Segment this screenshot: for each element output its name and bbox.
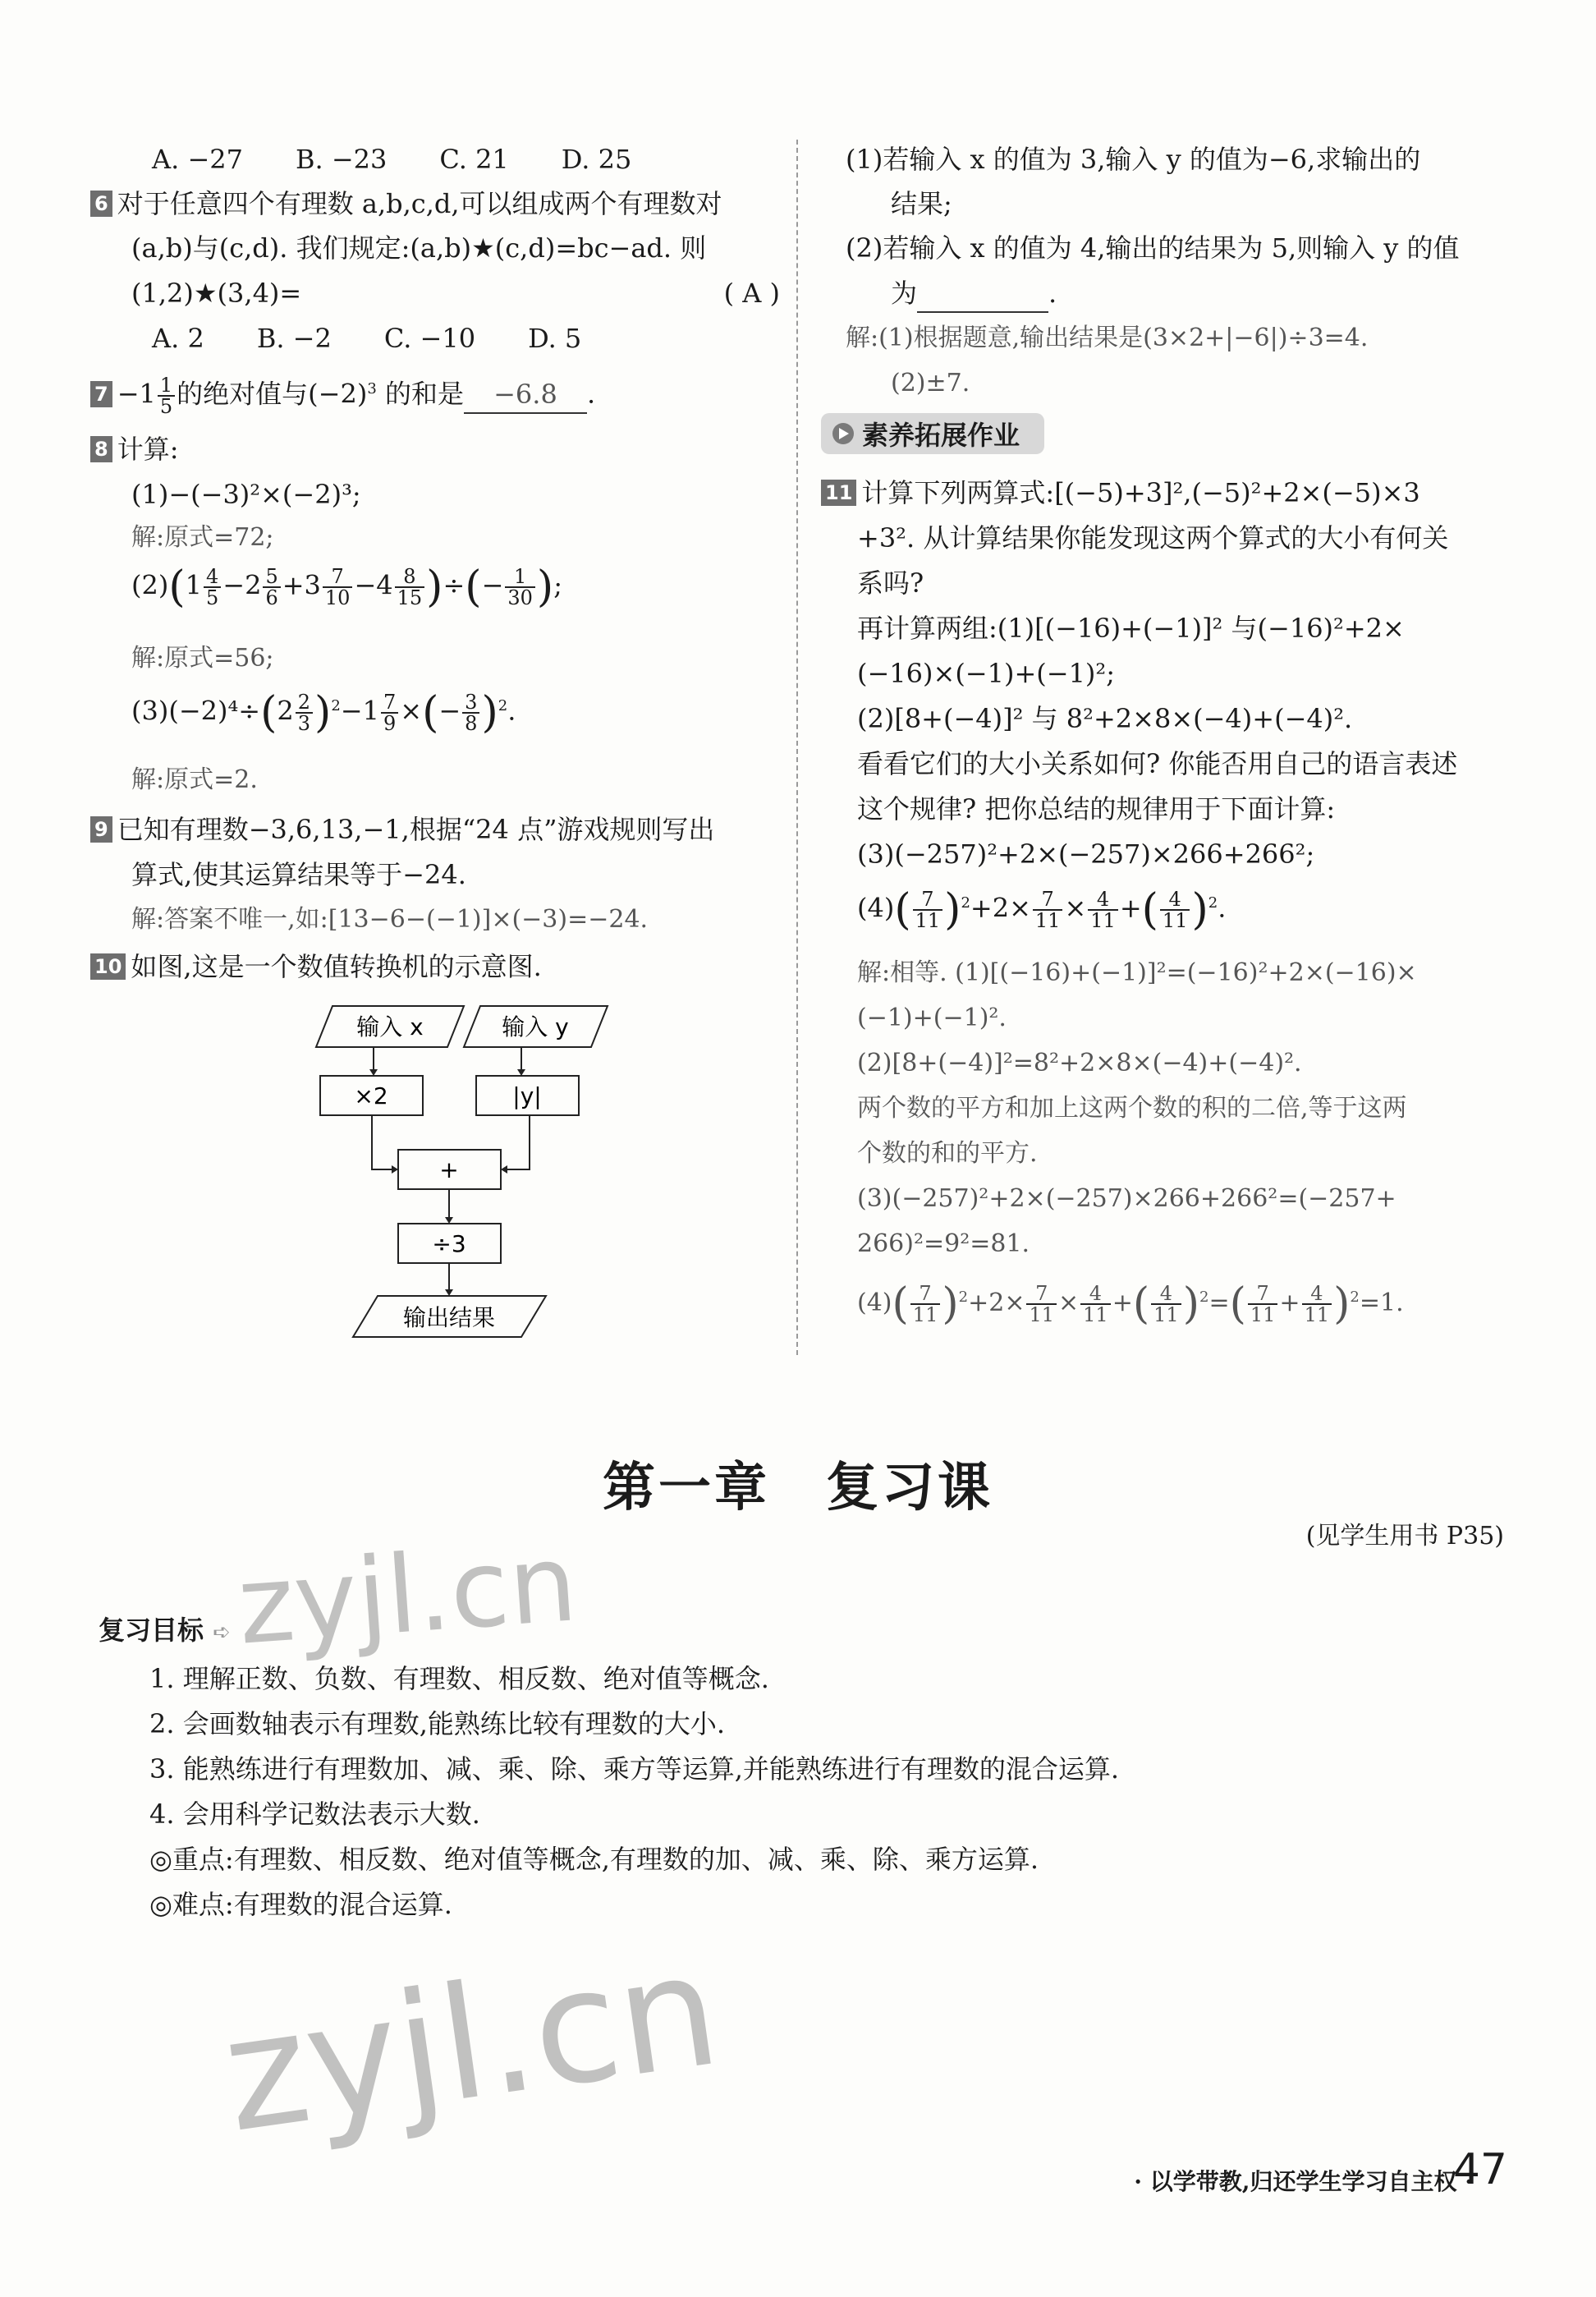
input-x-label: 输入 x xyxy=(356,1013,424,1041)
q10-part2-c: . xyxy=(1048,278,1057,309)
q6-line1 xyxy=(90,186,722,222)
q11-l8: 这个规律? 把你总结的规律用于下面计算: xyxy=(857,793,1336,825)
solution-l7: 266)²=9²=81. xyxy=(857,1229,1030,1258)
q8-part3: (3)(−2)⁴÷(2 $\frac{2}{3}$ )$^2$−1 $\frac{7}{9}$ ×(− $\frac{3}{8}$ )$^2$. xyxy=(131,688,516,738)
question-number: 9 xyxy=(90,816,112,843)
q11-l3: 系吗? xyxy=(857,567,924,599)
goal-2: 2. 会画数轴表示有理数,能熟练比较有理数的大小. xyxy=(149,1708,726,1739)
solution-l8-result: =1. xyxy=(1359,1289,1404,1317)
solution-l1: 解:相等. (1)[(−16)+(−1)]²=(−16)²+2×(−16)× xyxy=(857,958,1417,987)
question-number: 6 xyxy=(90,191,112,217)
q9-solution: 解:答案不唯一,如:[13−6−(−1)]×(−3)=−24. xyxy=(131,905,649,934)
q11-l10: (4)( $\frac{7}{11}$ )$^2$+2× $\frac{7}{11}$ × $\frac{4}{11}$ +( $\frac{4}{11}$ )$^2$. xyxy=(857,885,1227,935)
flowchart xyxy=(300,1002,710,1355)
q10-answer-blank xyxy=(917,275,1048,313)
q6-text1: 对于任意四个有理数 a,b,c,d,可以组成两个有理数对 xyxy=(117,188,722,219)
goals-heading-text: 复习目标 xyxy=(99,1615,204,1646)
q10-part2-b xyxy=(891,275,1057,313)
q7-exp: 3 xyxy=(367,380,377,397)
q11-l6: (2)[8+(−4)]² 与 8²+2×8×(−4)+(−4)². xyxy=(857,703,1353,734)
solution-l5: 个数的和的平方. xyxy=(857,1139,1038,1168)
q9-line1 xyxy=(90,811,714,848)
output-label: 输出结果 xyxy=(402,1304,496,1331)
q6-text3: (1,2)★(3,4)= xyxy=(131,278,302,309)
q6-line2: (a,b)与(c,d). 我们规定:(a,b)★(c,d)=bc−ad. 则 xyxy=(131,232,707,264)
q10-part1-a: (1)若输入 x 的值为 3,输入 y 的值为−6,求输出的 xyxy=(846,144,1421,175)
q8-title xyxy=(90,431,179,467)
q10-line xyxy=(90,949,542,985)
question-number: 7 xyxy=(90,381,112,407)
q8-part2-solution: 解:原式=56; xyxy=(131,644,274,673)
input-y-label: 输入 y xyxy=(502,1013,569,1041)
q8-part2-label: (2) xyxy=(131,569,169,601)
section-heading xyxy=(821,415,1044,453)
q5-options: A. −27 B. −23 C. 21 D. 25 xyxy=(152,144,632,175)
q11-text1: 计算下列两算式:[(−5)+3]²,(−5)²+2×(−5)×3 xyxy=(861,477,1420,508)
q10-text: 如图,这是一个数值转换机的示意图. xyxy=(131,951,542,982)
difficult-point: ◎难点:有理数的混合运算. xyxy=(149,1889,452,1920)
q7-answer-blank: −6.8 xyxy=(464,376,587,414)
q11-l10-label: (4) xyxy=(857,892,895,924)
column-divider xyxy=(796,140,798,1355)
chapter-title: 第一章 复习课 xyxy=(603,1457,993,1518)
watermark: zyjl.cn xyxy=(234,1520,581,1669)
question-number: 8 xyxy=(90,436,112,462)
q9-text1: 已知有理数−3,6,13,−1,根据“24 点”游戏规则写出 xyxy=(117,814,715,845)
q10-part1-b: 结果; xyxy=(891,188,952,219)
page-number: 47 xyxy=(1452,2145,1507,2194)
plus-label: + xyxy=(439,1156,459,1183)
q7-post: 的和是 xyxy=(376,378,464,410)
goal-1: 1. 理解正数、负数、有理数、相反数、绝对值等概念. xyxy=(149,1663,769,1694)
q7-frac-den: 5 xyxy=(159,395,173,419)
solution-l2: (−1)+(−1)². xyxy=(857,1004,1007,1032)
q11-l1 xyxy=(821,475,1420,511)
div3-label: ÷3 xyxy=(432,1230,466,1257)
footer-slogan: · 以学带教,归还学生学习自主权 · xyxy=(1134,2168,1473,2195)
q7-pre: −1 xyxy=(117,378,156,410)
q8-part3-label: (3)(−2)⁴÷ xyxy=(131,695,261,727)
q11-l5: (−16)×(−1)+(−1)²; xyxy=(857,658,1116,689)
q7-fraction xyxy=(158,374,175,419)
q10-part2-a: (2)若输入 x 的值为 4,输出的结果为 5,则输入 y 的值 xyxy=(846,232,1460,264)
q8-part3-solution: 解:原式=2. xyxy=(131,765,258,794)
solution-l8: (4)( $\frac{7}{11}$ )$^2$+2× $\frac{7}{11}$ × $\frac{4}{11}$ +( $\frac{4}{11}$ )$^2$=( $\frac{7}{11}$ + $\frac{4}{11}$ )$^2$=1. xyxy=(857,1279,1404,1329)
question-number: 10 xyxy=(90,953,126,980)
arrow-right-icon: ➪ xyxy=(213,1620,231,1645)
q11-l2: +3². 从计算结果你能发现这两个算式的大小有何关 xyxy=(857,522,1449,554)
goals-heading xyxy=(99,1610,231,1647)
q9-line2: 算式,使其运算结果等于−24. xyxy=(131,859,466,890)
abs-label: |y| xyxy=(512,1082,542,1109)
q6-answer: ( A ) xyxy=(723,278,780,309)
section-title: 素养拓展作业 xyxy=(862,420,1020,451)
times2-label: ×2 xyxy=(354,1082,388,1109)
q10-solution1: 解:(1)根据题意,输出结果是(3×2+|−6|)÷3=4. xyxy=(846,324,1369,352)
section-tag xyxy=(821,413,1044,454)
solution-l8-label: (4) xyxy=(857,1289,892,1317)
q7-end: . xyxy=(586,378,596,410)
solution-l6: (3)(−257)²+2×(−257)×266+266²=(−257+ xyxy=(857,1184,1396,1213)
q6-options: A. 2 B. −2 C. −10 D. 5 xyxy=(152,323,582,354)
q7-line xyxy=(90,371,596,419)
q7-mid: 的绝对值与(−2) xyxy=(177,378,368,410)
q8-title-text: 计算: xyxy=(117,434,179,465)
q11-l7: 看看它们的大小关系如何? 你能否用自己的语言表述 xyxy=(857,748,1458,779)
solution-l4: 两个数的平方和加上这两个数的积的二倍,等于这两 xyxy=(857,1094,1407,1123)
q8-part1: (1)−(−3)²×(−2)³; xyxy=(131,479,361,510)
arrow-icon xyxy=(832,423,854,444)
q11-l4: 再计算两组:(1)[(−16)+(−1)]² 与(−16)²+2× xyxy=(857,613,1405,644)
q6-line3 xyxy=(131,275,780,311)
q7-frac-num: 1 xyxy=(158,375,175,397)
q10-part2-b-text: 为 xyxy=(891,278,918,309)
q8-part1-solution: 解:原式=72; xyxy=(131,523,274,552)
q8-part2: (2)(1 $\frac{4}{5}$ −2 $\frac{5}{6}$ +3 $\frac{7}{10}$ −4 $\frac{8}{15}$ )÷(− $\frac{1}{30}$ ); xyxy=(131,563,562,612)
q10-solution2: (2)±7. xyxy=(891,369,970,397)
watermark: zyjl.cn xyxy=(213,1918,729,2167)
solution-l3: (2)[8+(−4)]²=8²+2×8×(−4)+(−4)². xyxy=(857,1049,1302,1077)
key-point: ◎重点:有理数、相反数、绝对值等概念,有理数的加、减、乘、除、乘方运算. xyxy=(149,1844,1039,1875)
q11-l9: (3)(−257)²+2×(−257)×266+266²; xyxy=(857,838,1315,870)
goal-4: 4. 会用科学记数法表示大数. xyxy=(149,1799,480,1830)
book-reference: (见学生用书 P35) xyxy=(1305,1522,1504,1550)
question-number: 11 xyxy=(821,480,856,506)
goal-3: 3. 能熟练进行有理数加、减、乘、除、乘方等运算,并能熟练进行有理数的混合运算. xyxy=(149,1753,1120,1785)
